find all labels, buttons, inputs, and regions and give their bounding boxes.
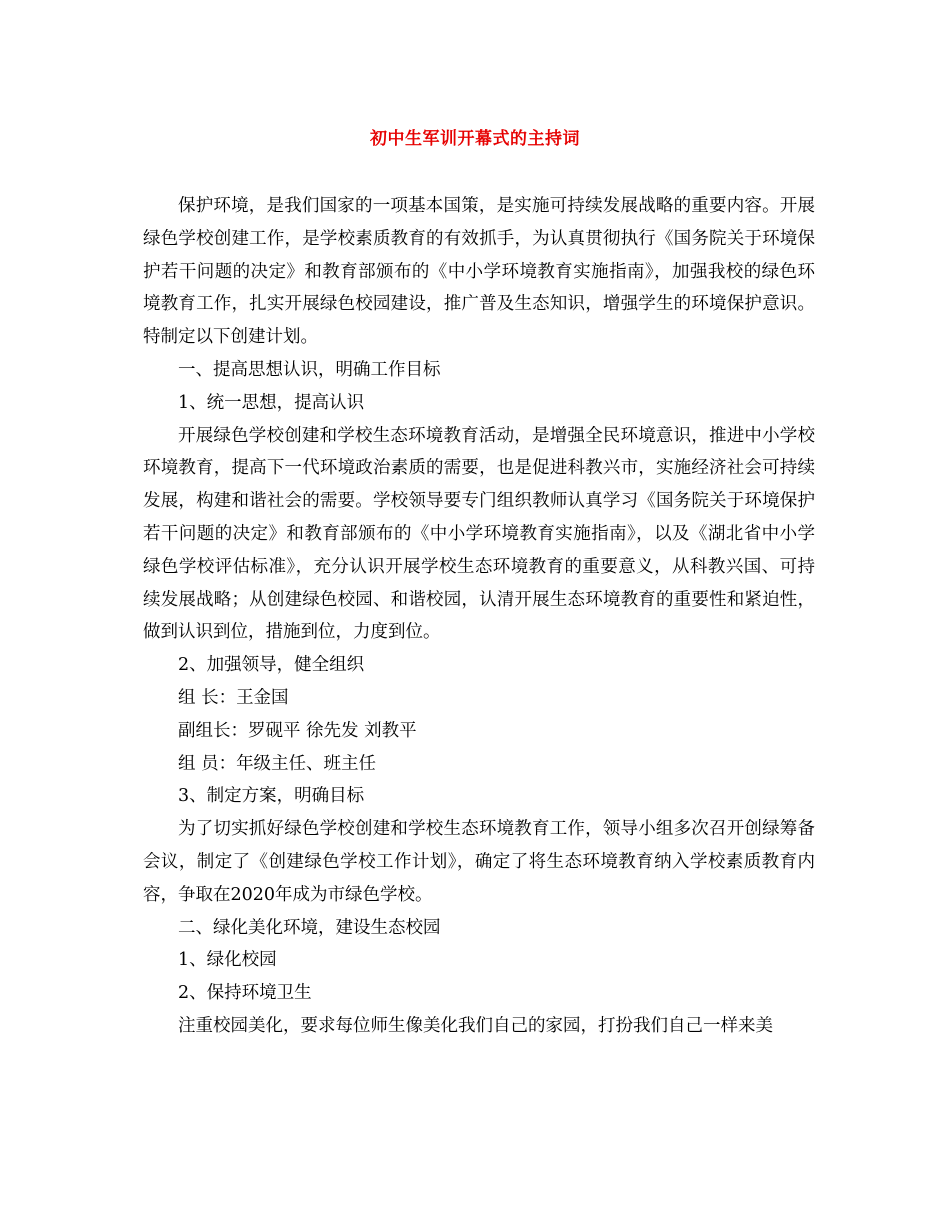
section-heading: 一、提高思想认识，明确工作目标 xyxy=(178,359,441,380)
section-heading: 二、绿化美化环境，建设生态校园 xyxy=(178,917,441,938)
subsection-heading: 1、绿化校园 xyxy=(178,950,277,971)
subsection-heading: 2、加强领导，健全组织 xyxy=(178,655,365,676)
document-body xyxy=(143,190,815,1043)
subsection-heading: 2、保持环境卫生 xyxy=(178,983,312,1004)
paragraph: 保护环境，是我们国家的一项基本国策，是实施可持续发展战略的重要内容。开展绿色学校创建工作，是学校素质教育的有效抓手，为认真贯彻执行《国务院关于环境保护若干问题的决定》和教育部颁布的《中小学环境教育实施指南》，加强我校的绿色环境教育工作，扎实开展绿色校园建设，推广普及生态知识，增强学生的环境保护意识。特制定以下创建计划。 xyxy=(143,196,815,348)
member-line: 组 长：王金国 xyxy=(178,687,289,708)
document-title: 初中生军训开幕式的主持词 xyxy=(370,129,580,149)
member-line: 组 员：年级主任、班主任 xyxy=(178,753,377,774)
subsection-heading: 3、制定方案，明确目标 xyxy=(178,786,365,807)
paragraph: 开展绿色学校创建和学校生态环境教育活动，是增强全民环境意识，推进中小学校环境教育，提高下一代环境政治素质的需要，也是促进科教兴市，实施经济社会可持续发展，构建和谐社会的需要。学校领导要专门组织教师认真学习《国务院关于环境保护若干问题的决定》和教育部颁布的《中小学环境教育实施指南》，以及《湖北省中小学绿色学校评估标准》，充分认识开展学校生态环境教育的重要意义，从科教兴国、可持续发展战略；从创建绿色校园、和谐校园，认清开展生态环境教育的重要性和紧迫性，做到认识到位，措施到位，力度到位。 xyxy=(143,425,815,643)
paragraph: 为了切实抓好绿色学校创建和学校生态环境教育工作，领导小组多次召开创绿筹备会议，制定了《创建绿色学校工作计划》，确定了将生态环境教育纳入学校素质教育内容，争取在2020年成为市绿色学校。 xyxy=(143,819,815,905)
member-line: 副组长：罗砚平 徐先发 刘教平 xyxy=(178,720,417,741)
paragraph: 注重校园美化，要求每位师生像美化我们自己的家园，打扮我们自己一样来美 xyxy=(178,1015,773,1036)
subsection-heading: 1、统一思想，提高认识 xyxy=(178,392,365,413)
